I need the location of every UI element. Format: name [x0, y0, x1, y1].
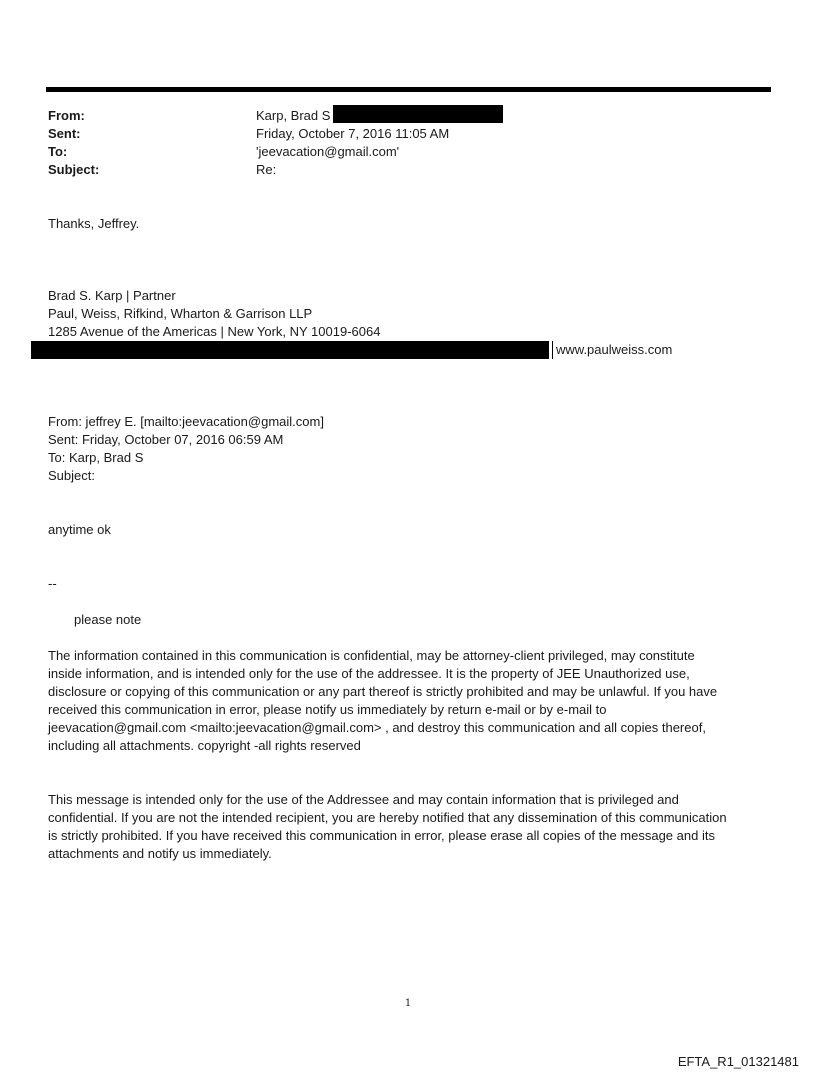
original-sent: Sent: Friday, October 07, 2016 06:59 AM: [48, 432, 284, 447]
signature-address: 1285 Avenue of the Americas | New York, NY 10019-6064: [48, 324, 381, 339]
notice-line: attachments and notify us immediately.: [48, 846, 272, 861]
disclaimer-line: The information contained in this communication is confidential, may be attorney-client privileged, may constitute: [48, 648, 695, 663]
signature-website: www.paulweiss.com: [556, 342, 673, 357]
redaction-block: [31, 341, 549, 359]
original-subject: Subject:: [48, 468, 95, 483]
redaction-block: [333, 105, 503, 123]
notice-line: confidential. If you are not the intended recipient, you are hereby notified that any dissemination of this communication: [48, 810, 727, 825]
from-value: Karp, Brad S: [256, 108, 331, 123]
original-from: From: jeffrey E. [mailto:jeevacation@gmail.com]: [48, 414, 324, 429]
please-note: please note: [74, 612, 142, 627]
document-id: EFTA_R1_01321481: [677, 1054, 799, 1069]
disclaimer-line: including all attachments. copyright -all rights reserved: [48, 738, 361, 753]
disclaimer-line: received this communication in error, please notify us immediately by return e-mail or by e-mail to: [48, 702, 607, 717]
signature-name: Brad S. Karp | Partner: [48, 288, 176, 303]
original-to: To: Karp, Brad S: [48, 450, 144, 465]
subject-value: Re:: [256, 162, 277, 177]
sent-label: Sent:: [48, 126, 81, 141]
reply-body: Thanks, Jeffrey.: [48, 216, 140, 231]
from-label: From:: [48, 108, 85, 123]
sent-value: Friday, October 7, 2016 11:05 AM: [256, 126, 450, 141]
notice-line: This message is intended only for the use of the Addressee and may contain information that is privileged and: [48, 792, 679, 807]
signature-separator: --: [48, 576, 57, 591]
original-body: anytime ok: [48, 522, 111, 537]
subject-label: Subject:: [48, 162, 100, 177]
disclaimer-line: disclosure or copying of this communication or any part thereof is strictly prohibited and may be unlawful. If you have: [48, 684, 718, 699]
redaction-edge: [552, 341, 553, 359]
disclaimer-line: jeevacation@gmail.com <mailto:jeevacation@gmail.com> , and destroy this communication and all copies thereof,: [48, 720, 706, 735]
signature-firm: Paul, Weiss, Rifkind, Wharton & Garrison LLP: [48, 306, 313, 321]
to-label: To:: [48, 144, 68, 159]
header-rule: [46, 87, 771, 92]
disclaimer-line: inside information, and is intended only for the use of the addressee. It is the property of JEE Unauthorized use,: [48, 666, 690, 681]
to-value: 'jeevacation@gmail.com': [256, 144, 400, 159]
notice-line: is strictly prohibited. If you have received this communication in error, please erase all copies of the message and its: [48, 828, 715, 843]
page-number: 1: [404, 998, 412, 1009]
